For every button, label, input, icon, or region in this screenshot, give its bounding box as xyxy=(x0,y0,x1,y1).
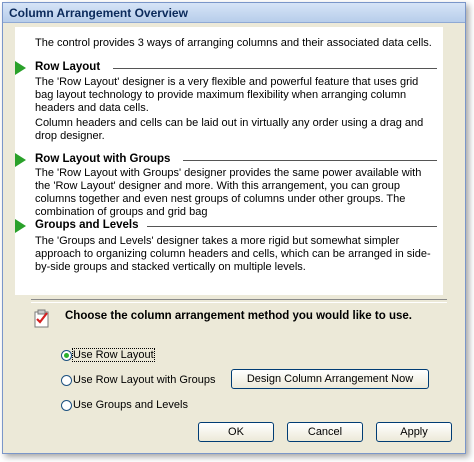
option-row-layout[interactable] xyxy=(61,347,154,363)
option-label[interactable]: Use Groups and Levels xyxy=(73,399,188,411)
intro-text: The control provides 3 ways of arranging columns and their associated data cells. xyxy=(35,37,432,49)
section-heading-row-layout-groups: Row Layout with Groups xyxy=(35,153,171,165)
section-text-row-layout-groups: The 'Row Layout with Groups' designer provides the same power available with the 'Row Layout' designer and more. With this arrangement, you can group columns together and even nest groups of columns under other groups. The combination of groups and grid bag xyxy=(35,167,422,218)
play-arrow-icon xyxy=(15,153,26,167)
overview-panel xyxy=(15,27,443,295)
section-heading-row-layout: Row Layout xyxy=(35,61,101,73)
section-text-row-layout-2: Column headers and cells can be laid out in virtually any order using a drag and drop designer. xyxy=(35,117,424,142)
option-label[interactable]: Use Row Layout xyxy=(73,349,154,361)
window-title: Column Arrangement Overview xyxy=(9,6,188,20)
ok-button[interactable]: OK xyxy=(198,422,274,442)
option-groups-levels[interactable] xyxy=(61,397,188,413)
option-row-layout-groups[interactable] xyxy=(61,372,215,388)
section-text-groups-levels: The 'Groups and Levels' designer takes a more rigid but somewhat simpler approach to organizing column headers and cells, which can be arranged in side-by-side groups and stacked vertically on multiple levels. xyxy=(35,235,431,273)
apply-button[interactable]: Apply xyxy=(376,422,452,442)
section-rule xyxy=(183,160,437,161)
checklist-icon xyxy=(33,308,51,328)
dialog-window xyxy=(2,2,466,454)
radio-row-layout-groups[interactable] xyxy=(61,375,72,386)
play-arrow-icon xyxy=(15,61,26,75)
title-bar[interactable] xyxy=(3,3,465,23)
radio-row-layout[interactable] xyxy=(61,350,72,361)
section-heading-groups-levels: Groups and Levels xyxy=(35,219,139,231)
divider xyxy=(31,299,447,303)
section-text-row-layout: The 'Row Layout' designer is a very flexible and powerful feature that uses grid bag layout technology to provide maximum flexibility when arranging column headers and data cells. xyxy=(35,76,419,114)
section-rule xyxy=(113,68,437,69)
cancel-button[interactable]: Cancel xyxy=(287,422,363,442)
radio-groups-levels[interactable] xyxy=(61,400,72,411)
section-rule xyxy=(147,226,437,227)
option-label[interactable]: Use Row Layout with Groups xyxy=(73,374,216,386)
design-arrangement-button[interactable]: Design Column Arrangement Now xyxy=(231,369,429,389)
play-arrow-icon xyxy=(15,219,26,233)
prompt-text: Choose the column arrangement method you would like to use. xyxy=(65,310,412,322)
